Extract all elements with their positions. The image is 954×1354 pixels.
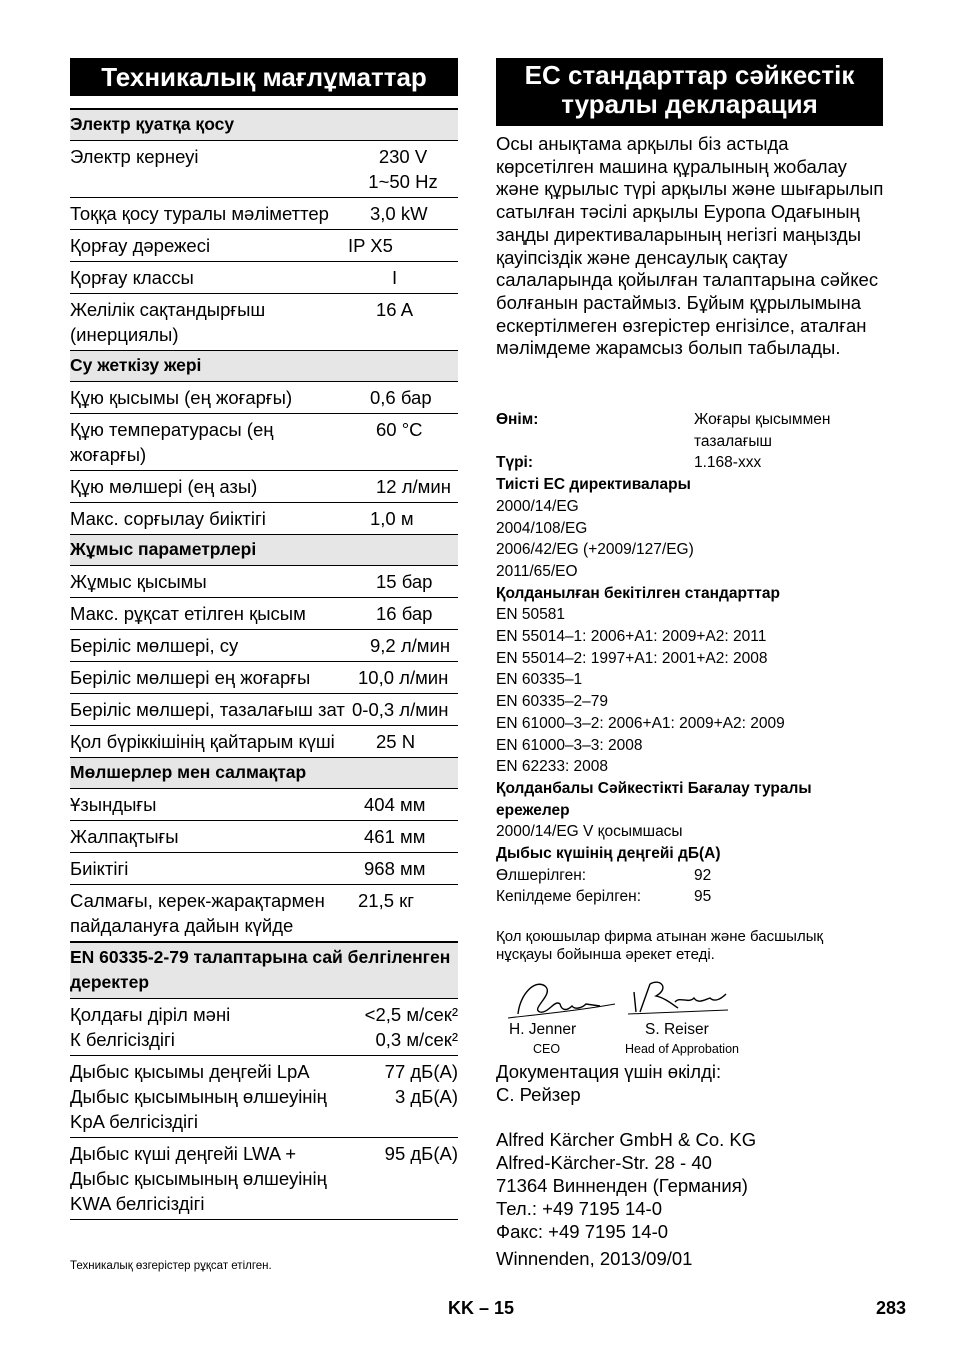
section-header: Мөлшерлер мен салмақтар [70, 758, 458, 789]
spec-value: 0,6 бар [348, 382, 458, 414]
standard-item: EN 50581 [496, 606, 565, 624]
spec-label: Құю мөлшері (ең азы) [70, 471, 348, 503]
doc-rep-name: С. Рейзер [496, 1084, 581, 1105]
conformity-value: 2000/14/EG V қосымшасы [496, 823, 683, 841]
spec-label: Салмағы, керек-жарақтармен пайдалануға дайын күйде [70, 885, 348, 943]
standard-item: EN 61000–3–2: 2006+A1: 2009+A2: 2009 [496, 714, 785, 732]
measured-label: Өлшерілген: [496, 866, 587, 884]
company-city: 71364 Винненден (Германия) [496, 1175, 748, 1196]
signer1-name: H. Jenner [509, 1021, 577, 1038]
spec-value: 461 мм [348, 821, 458, 853]
spec-label: Биіктігі [70, 853, 348, 885]
company-phone: Тел.: +49 7195 14-0 [496, 1198, 662, 1219]
directive-item: 2004/108/EG [496, 519, 588, 537]
section-header: EN 60335-2-79 талаптарына сай белгіленген деректер [70, 942, 458, 999]
specs-table [70, 108, 458, 1220]
spec-value: 404 мм [348, 789, 458, 821]
product-value: Жоғары қысыммен тазалағыш [694, 411, 831, 450]
spec-value: IP X5 [348, 230, 458, 262]
standard-item: EN 62233: 2008 [496, 758, 609, 776]
spec-value: 3,0 kW [348, 198, 458, 230]
spec-value: 21,5 кг [348, 885, 458, 943]
spec-value: 12 л/мин [348, 471, 458, 503]
spec-value: I [348, 262, 458, 294]
measured-value: 92 [694, 866, 712, 884]
spec-label: Макс. сорғылау биіктігі [70, 503, 348, 535]
spec-value: 16 A [348, 294, 458, 351]
spec-label: Құю қысымы (ең жоғарғы) [70, 382, 348, 414]
signatures-image [500, 974, 740, 1024]
spec-label: Беріліс мөлшері ең жоғарғы [70, 662, 348, 694]
page-number: 283 [876, 1298, 907, 1318]
spec-label: Қол бүріккішінің қайтарым күші [70, 726, 348, 758]
section-header: Электр қуатқа қосу [70, 109, 458, 141]
spec-label: Беріліс мөлшері, тазалағыш зат [70, 694, 348, 726]
conformity-header: Қолданбалы Сәйкестікті Бағалау туралы ережелер [496, 779, 812, 819]
spec-value: 230 V 1~50 Hz [348, 141, 458, 198]
standard-item: EN 61000–3–3: 2008 [496, 736, 643, 754]
doc-rep-label: Документация үшін өкілді: [496, 1061, 722, 1082]
company-name: Alfred Kärcher GmbH & Co. KG [496, 1129, 757, 1150]
spec-label: Жалпақтығы [70, 821, 348, 853]
declaration-title: ЕС стандарттар сәйкестік туралы декларация [496, 58, 883, 126]
spec-label: Қорғау дәрежесі [70, 230, 348, 262]
spec-label: Ұзындығы [70, 789, 348, 821]
guaranteed-value: 95 [694, 888, 712, 906]
guaranteed-label: Кепілдеме берілген: [496, 888, 642, 906]
spec-value: 968 мм [348, 853, 458, 885]
declaration-intro: Осы анықтама арқылы біз астыда көрсетілген машина құралының жобалау және құрылыс түрі арқылы және шығарылып сатылған тәсілі арқылы Еуропа Одағының заңды директиваларының негізгі маңызды қауіпсіздік және денсаулық сақтау салаларында қойылған талаптарына сәйкес болғанын растаймыз. Бұйым құрылымына ескертілмеген өзгерістер енгізілсе, аталған мәлімдеме жарамсыз болып табылады. [496, 133, 884, 359]
signers-note: Қол қоюшылар фирма атынан және басшылық нұсқауы бойынша әрекет етеді. [496, 928, 824, 963]
directive-item: 2006/42/EG (+2009/127/EG) [496, 541, 694, 559]
spec-label: Қолдағы діріл мәні К белгісіздігі [70, 999, 348, 1056]
specs-title: Техникалық мағлұматтар [70, 58, 458, 96]
spec-value: 25 N [348, 726, 458, 758]
spec-value: 95 дБ(А) [348, 1138, 458, 1220]
section-header: Жұмыс параметрлері [70, 535, 458, 566]
type-value: 1.168-xxx [694, 454, 762, 472]
signer2-role: Head of Approbation [625, 1042, 739, 1056]
directive-item: 2000/14/EG [496, 497, 579, 515]
standards-header: Қолданылған бекітілген стандарттар [496, 584, 780, 602]
spec-value: 16 бар [348, 598, 458, 630]
spec-label: Жұмыс қысымы [70, 566, 348, 598]
page-label: KK – 15 [448, 1298, 515, 1318]
section-header: Су жеткізу жері [70, 351, 458, 382]
spec-label: Электр кернеуі [70, 141, 348, 198]
company-fax: Факс: +49 7195 14-0 [496, 1221, 669, 1242]
standard-item: EN 60335–2–79 [496, 693, 609, 711]
signer2-name: S. Reiser [645, 1021, 709, 1038]
spec-value: 15 бар [348, 566, 458, 598]
company-street: Alfred-Kärcher-Str. 28 - 40 [496, 1152, 712, 1173]
type-label: Түрі: [496, 454, 534, 472]
directives-header: Тиісті ЕС директивалары [496, 476, 691, 494]
spec-value: 1,0 м [348, 503, 458, 535]
spec-value: 60 °C [348, 414, 458, 471]
standard-item: EN 55014–2: 1997+A1: 2001+A2: 2008 [496, 649, 768, 667]
standard-item: EN 55014–1: 2006+A1: 2009+A2: 2011 [496, 628, 767, 646]
signer1-role: CEO [533, 1042, 561, 1056]
spec-value: 10,0 л/мин [348, 662, 458, 694]
product-label: Өнім: [496, 411, 539, 428]
directive-item: 2011/65/EO [496, 562, 578, 580]
spec-label: Құю температурасы (ең жоғарғы) [70, 414, 348, 471]
place-date: Winnenden, 2013/09/01 [496, 1248, 693, 1269]
spec-label: Макс. рұқсат етілген қысым [70, 598, 348, 630]
spec-value: <2,5 м/сек² 0,3 м/сек² [348, 999, 458, 1056]
spec-label: Тоққа қосу туралы мәліметтер [70, 198, 348, 230]
spec-label: Желілік сақтандырғыш (инерциялы) [70, 294, 348, 351]
spec-label: Дыбыс күші деңгейі LWA + Дыбыс қысымының өлшеуінің KWA белгісіздігі [70, 1138, 348, 1220]
spec-label: Қорғау классы [70, 262, 348, 294]
spec-value: 9,2 л/мин [348, 630, 458, 662]
spec-value: 0-0,3 л/мин [348, 694, 458, 726]
declaration-details [496, 409, 886, 908]
footnote: Техникалық өзгерістер рұқсат етілген. [70, 1260, 272, 1272]
spec-label: Дыбыс қысымы деңгейі LpA Дыбыс қысымының өлшеуінің KpA белгісіздігі [70, 1056, 348, 1138]
standard-item: EN 60335–1 [496, 671, 583, 689]
spec-label: Беріліс мөлшері, су [70, 630, 348, 662]
sound-header: Дыбыс күшінің деңгейі дБ(А) [496, 845, 721, 863]
spec-value: 77 дБ(А) 3 дБ(А) [348, 1056, 458, 1138]
